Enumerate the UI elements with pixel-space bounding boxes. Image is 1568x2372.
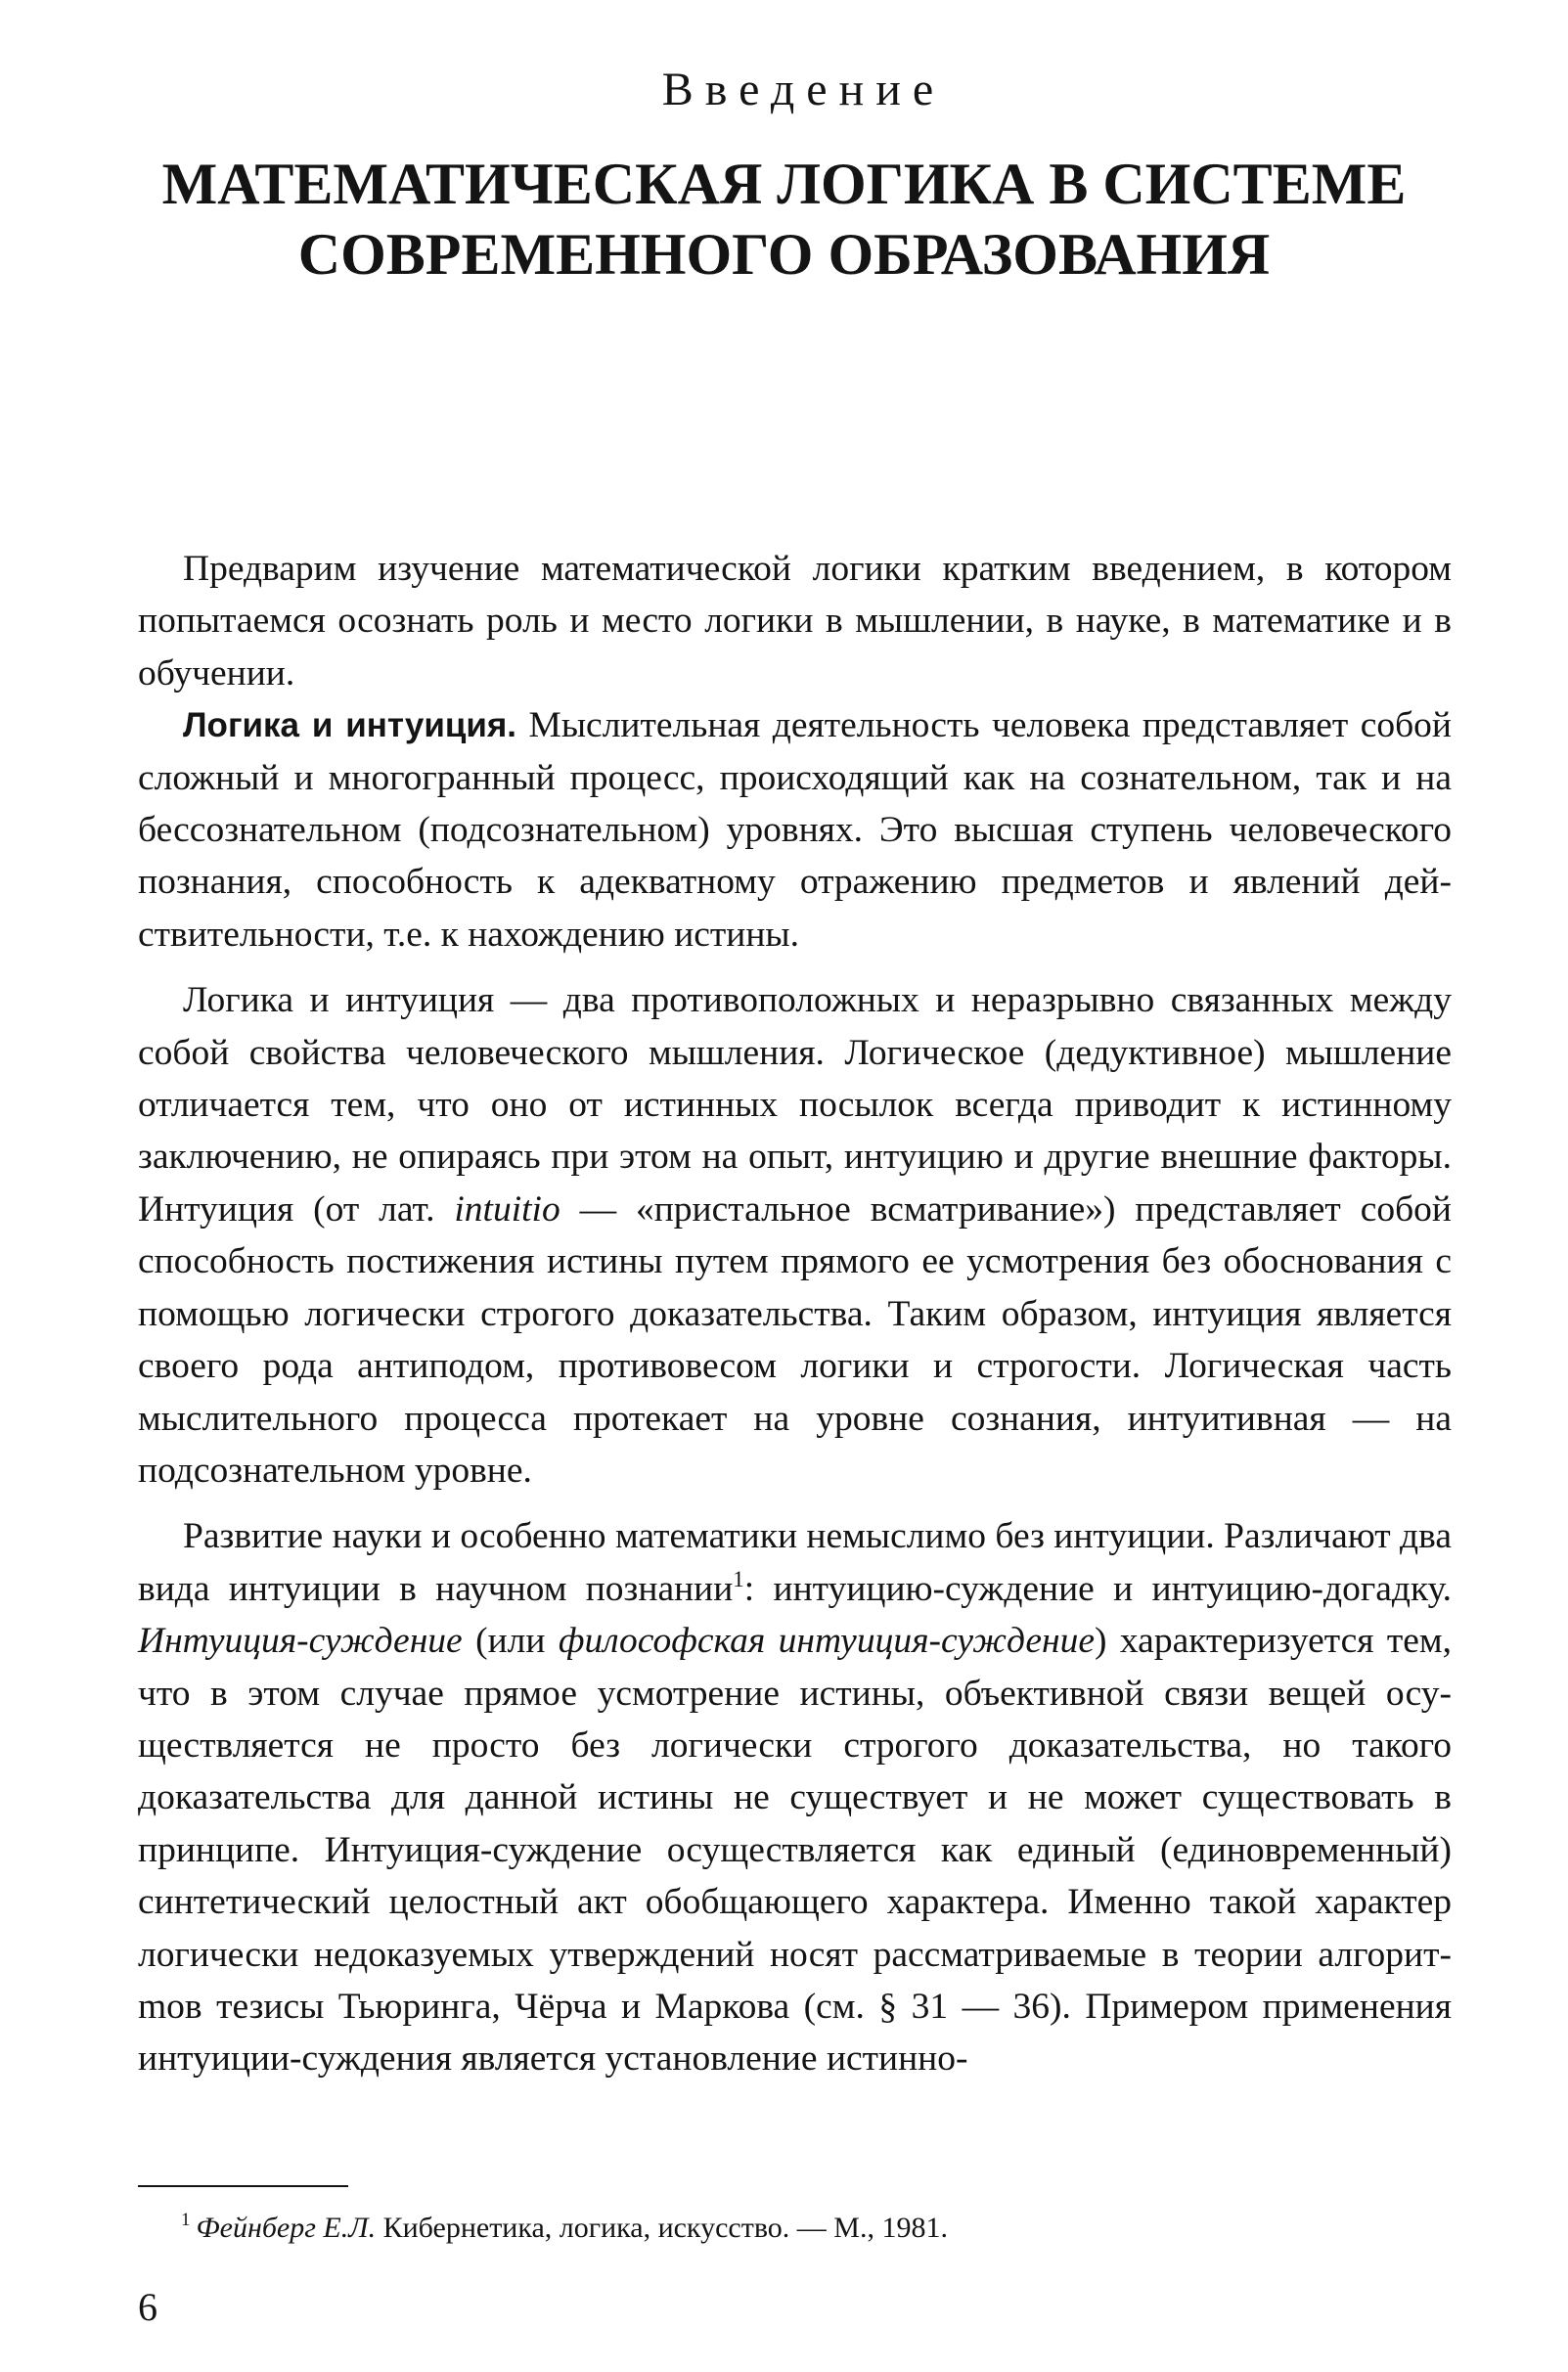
footnote-divider [138, 2185, 348, 2187]
page-number: 6 [138, 2285, 157, 2329]
chapter-title-line-2: СОВРЕМЕННОГО ОБРАЗОВАНИЯ [297, 222, 1271, 287]
paragraph-text: Мыслительная деятельность человека представляет собой сложный и многогранный процесс, происходящий как на сознательном, так и на бессознательном (подсознательном) уровнях. Это высшая ступень человеческого познания, способность к адекватному отражению предметов и явлений действительности, т.е. к нахождению истины. [138, 705, 1452, 955]
paragraph-logic-intuition [138, 699, 1452, 961]
paragraph-science-intuition [138, 1510, 1452, 2084]
chapter-title-line-1: МАТЕМАТИЧЕСКАЯ ЛОГИКА В СИСТЕМЕ [161, 152, 1407, 216]
section-run-in-heading: Логика и интуиция. [183, 706, 517, 745]
paragraph-text: Логика и интуиция — два противоположных и неразрывно связанных между собой свойства человеческого мышления. Логическое (дедуктивное) мышление отличается тем, что оно от истинных посылок всегда приводит к истинному заключению, не опираясь при этом на опыт, интуицию и другие внешние факторы. Интуиция (от лат. [138, 980, 1452, 1230]
footnote-number: 1 [181, 2210, 191, 2230]
paragraph-text: ) характеризуется тем, что в этом случае прямое усмотрение истины, объективной связи вещей осуществляется не просто без логически строгого доказательства, но такого доказательства для данной истины не существует и не может существовать в принципе. Интуиция-суждение осуществляется как единый (единовременный) синтетический целостный акт обобщающего характера. Именно такой характер логически недоказуемых утверждений носят рассматриваемые в теории алгоритmов тезисы Тьюринга, Чёрча и Маркова (см. § 31 — 36). Примером применения интуиции-суждения является установление истинно- [138, 1621, 1452, 2080]
footnote-text: Кибернетика, логика, искусство. — М., 1981. [376, 2212, 948, 2244]
italic-term: философская интуиция-суждение [558, 1621, 1096, 1662]
latin-term: intuitio [454, 1188, 560, 1230]
footnote-author: Фейнберг Е.Л. [196, 2212, 377, 2244]
paragraph-text: — «пристальное всматривание») представляет собой способность постижения истины путем прямого ее усмотрения без обоснования с помощью логически строгого доказательства. Таким образом, интуиция является своего рода антиподом, противовесом логики и строгости. Логическая часть мыслительного процесса протекает на уровне сознания, интуитивная — на подсознательном уровне. [138, 1188, 1452, 1491]
footnote [181, 2209, 1404, 2248]
body-text [138, 543, 1452, 2085]
chapter-title [147, 149, 1421, 290]
paragraph-logic-vs-intuition [138, 974, 1452, 1497]
italic-term: Интуиция-суждение [138, 1621, 463, 1662]
paragraph-text: Развитие науки и особенно математики немыслимо без интуиции. Различают два вида интуиции в научном познании [138, 1516, 1452, 1609]
chapter-label: Введение [661, 64, 946, 115]
footnote-reference[interactable]: 1 [733, 1566, 744, 1591]
paragraph-text: : интуицию-суждение и интуицию-догадку. [743, 1568, 1452, 1609]
paragraph-intro: Предварим изучение математической логики кратким введением, в котором попытаемся осознать роль и место логики в мышлении, в науке, в математике и в обучении. [138, 549, 1452, 694]
paragraph-text: (или [462, 1621, 559, 1662]
